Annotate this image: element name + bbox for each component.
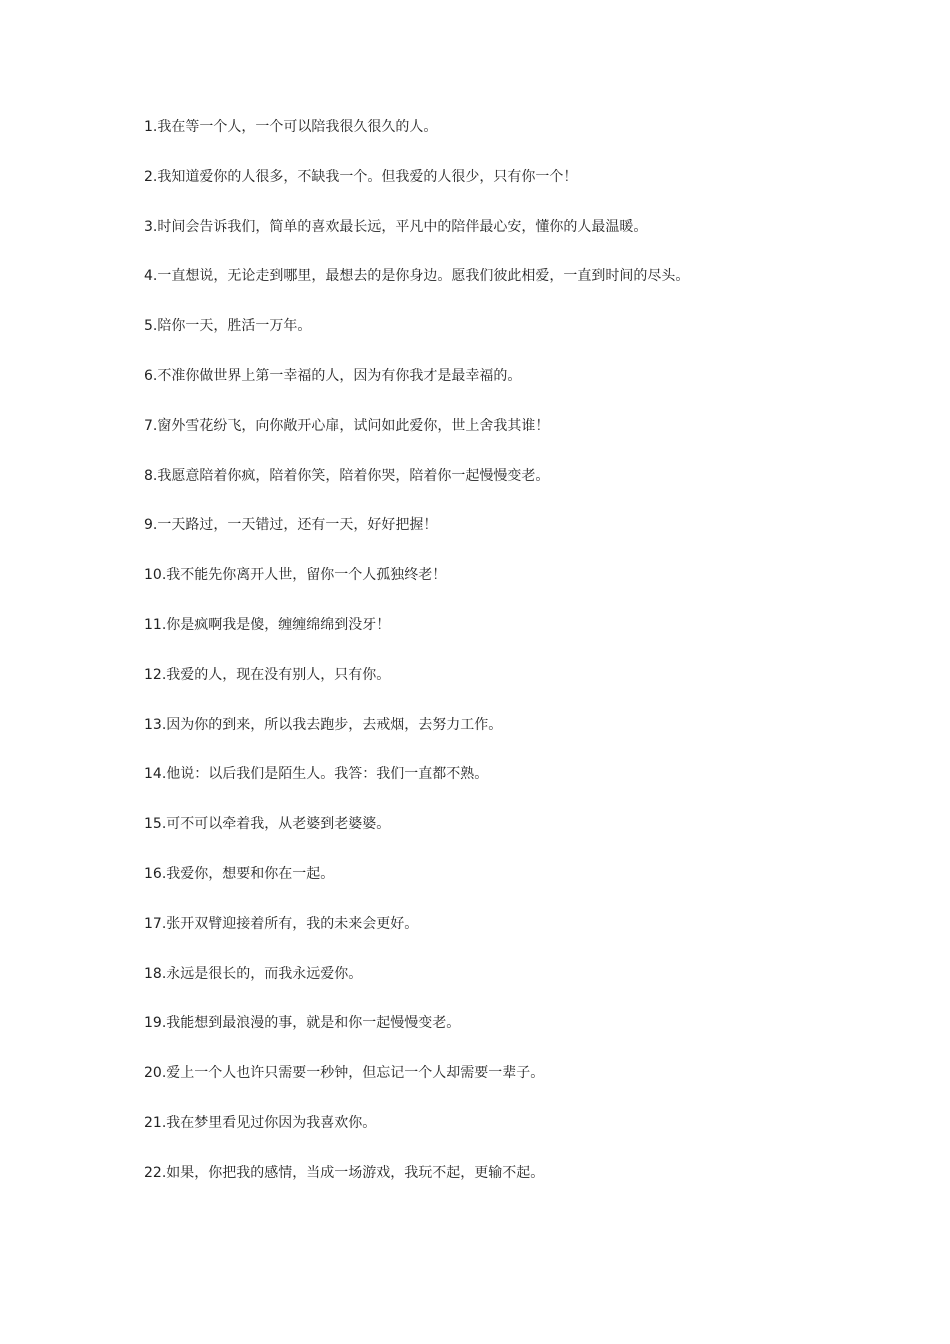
quote-list <box>144 115 904 1211</box>
quote-line-17: 17.张开双臂迎接着所有，我的未来会更好。 <box>144 915 419 932</box>
quote-line-10: 10.我不能先你离开人世，留你一个人孤独终老！ <box>144 567 447 584</box>
quote-line-14: 14.他说：以后我们是陌生人。我答：我们一直都不熟。 <box>144 766 489 783</box>
quote-line-11: 11.你是疯啊我是傻，缠缠绵绵到没牙！ <box>144 616 391 633</box>
quote-line-13: 13.因为你的到来，所以我去跑步，去戒烟，去努力工作。 <box>144 716 503 733</box>
quote-line-18: 18.永远是很长的，而我永远爱你。 <box>144 965 363 982</box>
quote-line-20: 20.爱上一个人也许只需要一秒钟，但忘记一个人却需要一辈子。 <box>144 1065 545 1082</box>
quote-line-1: 1.我在等一个人，一个可以陪我很久很久的人。 <box>144 119 438 135</box>
quote-line-6: 6.不准你做世界上第一幸福的人，因为有你我才是最幸福的。 <box>144 367 522 384</box>
quote-line-4: 4.一直想说，无论走到哪里，最想去的是你身边。愿我们彼此相爱，一直到时间的尽头。 <box>144 268 690 285</box>
quote-line-15: 15.可不可以牵着我，从老婆到老婆婆。 <box>144 816 391 833</box>
quote-line-7: 7.窗外雪花纷飞，向你敞开心扉，试问如此爱你，世上舍我其谁！ <box>144 417 550 434</box>
quote-line-5: 5.陪你一天，胜活一万年。 <box>144 318 312 335</box>
quote-line-3: 3.时间会告诉我们，简单的喜欢最长远，平凡中的陪伴最心安，懂你的人最温暖。 <box>144 218 648 235</box>
quote-line-2: 2.我知道爱你的人很多，不缺我一个。但我爱的人很少，只有你一个！ <box>144 168 578 185</box>
quote-line-12: 12.我爱的人，现在没有别人，只有你。 <box>144 666 391 683</box>
quote-line-8: 8.我愿意陪着你疯，陪着你笑，陪着你哭，陪着你一起慢慢变老。 <box>144 467 550 484</box>
quote-line-9: 9.一天路过，一天错过，还有一天，好好把握！ <box>144 517 438 534</box>
quote-line-19: 19.我能想到最浪漫的事，就是和你一起慢慢变老。 <box>144 1015 461 1032</box>
quote-line-22: 22.如果，你把我的感情，当成一场游戏，我玩不起，更输不起。 <box>144 1164 545 1181</box>
quote-line-16: 16.我爱你，想要和你在一起。 <box>144 865 335 882</box>
quote-line-21: 21.我在梦里看见过你因为我喜欢你。 <box>144 1114 377 1131</box>
